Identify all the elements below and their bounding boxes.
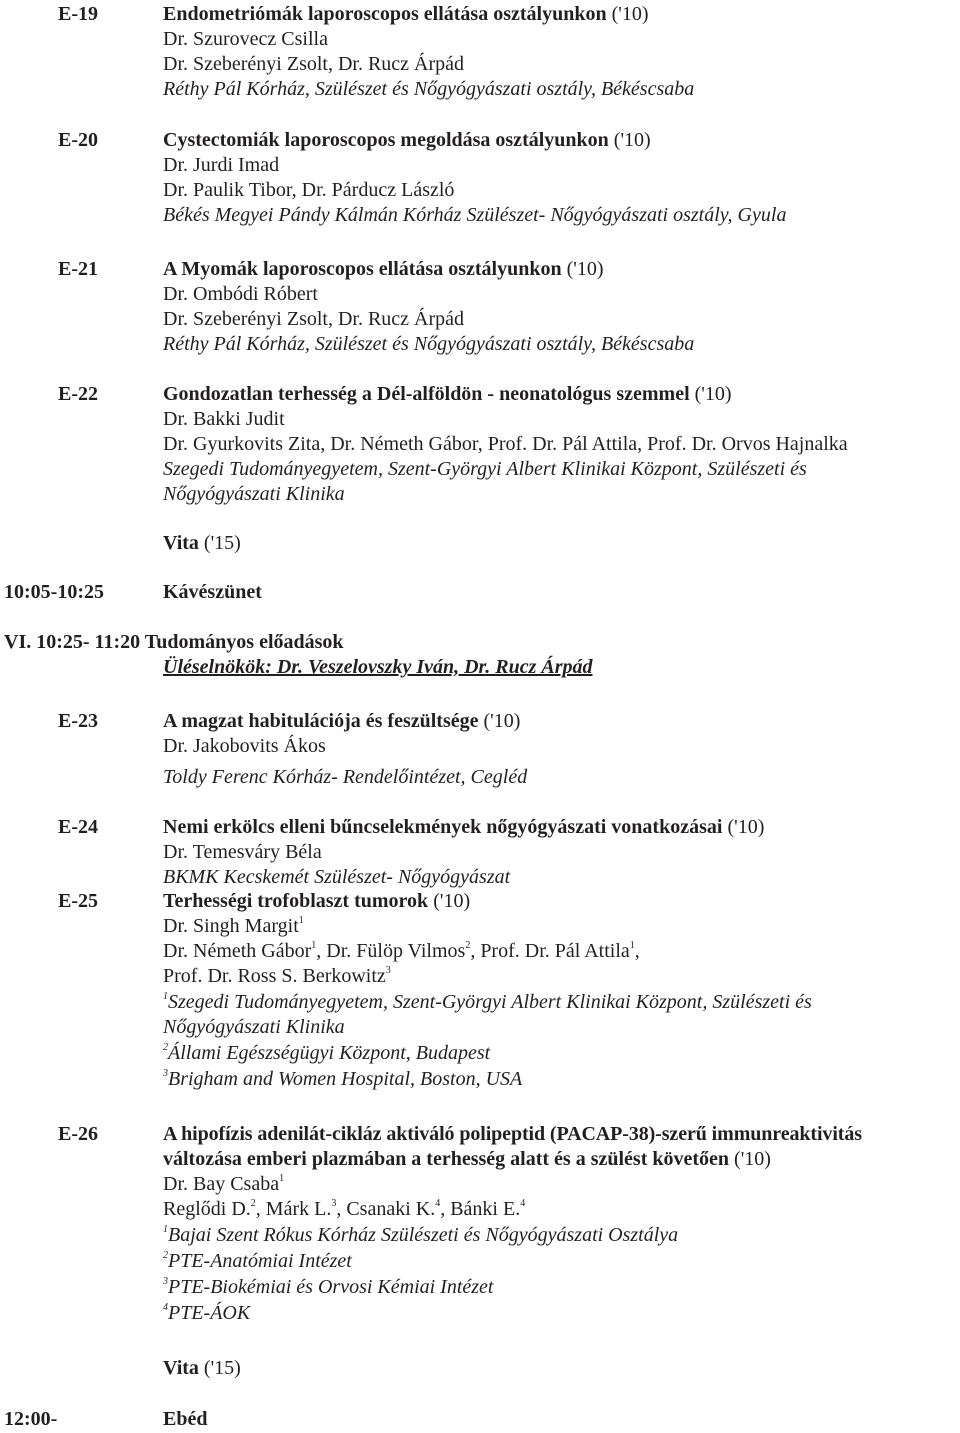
discussion-label: Vita bbox=[163, 532, 199, 554]
affiliation: BKMK Kecskemét Szülészet- Nőgyógyászat bbox=[163, 866, 511, 888]
talk-title: Terhességi trofoblaszt tumorok bbox=[163, 890, 429, 912]
presenter: Dr. Bakki Judit bbox=[163, 408, 285, 430]
program-entry-e22 bbox=[163, 382, 848, 507]
discussion-label: Vita bbox=[163, 1357, 199, 1379]
program-entry-e21 bbox=[163, 257, 694, 357]
affiliation-2: $^2$PTE-Anatómiai Intézet bbox=[163, 1250, 352, 1272]
coauthors: Reglődi D.$^2$, Márk L.$^3$, Csanaki K.$^4$, Bánki E.$^4$ bbox=[163, 1198, 526, 1220]
talk-title: A magzat habitulációja és feszültsége bbox=[163, 710, 479, 732]
session-title-line bbox=[4, 630, 344, 655]
affiliation: Réthy Pál Kórház, Szülészet és Nőgyógyászati osztály, Békéscsaba bbox=[163, 78, 695, 100]
talk-title: Endometriómák laporoscopos ellátása osztályunkon bbox=[163, 3, 607, 25]
talk-duration: ('10) bbox=[428, 890, 471, 912]
affiliation: Réthy Pál Kórház, Szülészet és Nőgyógyászati osztály, Békéscsaba bbox=[163, 333, 695, 355]
entry-code: E-25 bbox=[58, 890, 98, 912]
talk-title-line bbox=[163, 2, 694, 27]
affiliation-1: $^1$Szegedi Tudományegyetem, Szent-Györgyi Albert Klinikai Központ, Szülészeti és bbox=[163, 991, 812, 1013]
talk-title: Cystectomiák laporoscopos megoldása osztályunkon bbox=[163, 129, 609, 151]
talk-title: A Myomák laporoscopos ellátása osztályunkon bbox=[163, 258, 562, 280]
talk-duration: ('10) bbox=[608, 129, 651, 151]
entry-code: E-22 bbox=[58, 383, 98, 405]
program-entry-e23 bbox=[163, 709, 527, 790]
session-header bbox=[4, 630, 344, 655]
presenter: Dr. Temesváry Béla bbox=[163, 841, 322, 863]
presenter: Dr. Singh Margit$^1$ bbox=[163, 915, 304, 937]
entry-code: E-26 bbox=[58, 1123, 98, 1145]
affiliation-3: $^3$Brigham and Women Hospital, Boston, USA bbox=[163, 1068, 523, 1090]
entry-code: E-24 bbox=[58, 816, 98, 838]
talk-duration: ('10) bbox=[722, 816, 765, 838]
discussion-slot bbox=[163, 531, 241, 556]
talk-title-line bbox=[163, 257, 694, 282]
talk-title-continued: változása emberi plazmában a terhesség alatt és a szülést követően bbox=[163, 1148, 730, 1170]
program-entry-e26 bbox=[163, 1122, 862, 1326]
entry-code: E-19 bbox=[58, 3, 98, 25]
discussion-duration: ('15) bbox=[198, 1357, 241, 1379]
talk-title: Nemi erkölcs elleni bűncselekmények nőgyógyászati vonatkozásai bbox=[163, 816, 723, 838]
talk-duration: ('10) bbox=[689, 383, 732, 405]
affiliation: Toldy Ferenc Kórház- Rendelőintézet, Cegléd bbox=[163, 766, 528, 788]
talk-duration: ('10) bbox=[606, 3, 649, 25]
talk-title-line bbox=[163, 815, 764, 840]
break-label: Kávészünet bbox=[163, 581, 262, 603]
program-entry-e19 bbox=[163, 2, 694, 102]
coauthors: Dr. Gyurkovits Zita, Dr. Németh Gábor, Prof. Dr. Pál Attila, Prof. Dr. Orvos Hajnalka bbox=[163, 433, 848, 455]
affiliation: Szegedi Tudományegyetem, Szent-Györgyi Albert Klinikai Központ, Szülészeti és bbox=[163, 458, 807, 480]
affiliation-continued: Nőgyógyászati Klinika bbox=[163, 483, 345, 505]
presenter: Dr. Bay Csaba$^1$ bbox=[163, 1173, 285, 1195]
break-time: 10:05-10:25 bbox=[4, 581, 104, 603]
session-code: VI. 10:25- 11:20 bbox=[4, 631, 141, 653]
presenter: Dr. Szurovecz Csilla bbox=[163, 28, 328, 50]
break-time: 12:00- bbox=[4, 1408, 58, 1430]
talk-title-line bbox=[163, 128, 786, 153]
coauthors-continued: Prof. Dr. Ross S. Berkowitz$^3$ bbox=[163, 965, 391, 987]
presenter: Dr. Ombódi Róbert bbox=[163, 283, 318, 305]
discussion-slot bbox=[163, 1356, 241, 1381]
affiliation-2: $^2$Állami Egészségügyi Központ, Budapest bbox=[163, 1042, 491, 1064]
break-label: Ebéd bbox=[163, 1408, 208, 1430]
talk-title: Gondozatlan terhesség a Dél-alföldön - neonatológus szemmel bbox=[163, 383, 690, 405]
coauthors: Dr. Paulik Tibor, Dr. Párducz László bbox=[163, 179, 455, 201]
session-chairs: Üléselnökök: Dr. Veszelovszky Iván, Dr. Rucz Árpád bbox=[163, 656, 593, 678]
affiliation-4: $^4$PTE-ÁOK bbox=[163, 1302, 251, 1324]
entry-code: E-20 bbox=[58, 129, 98, 151]
program-entry-e24 bbox=[163, 815, 764, 890]
session-title: Tudományos előadások bbox=[140, 631, 344, 653]
talk-duration: ('10) bbox=[478, 710, 521, 732]
talk-duration: ('10) bbox=[729, 1148, 771, 1170]
discussion-duration: ('15) bbox=[198, 532, 241, 554]
talk-title-line bbox=[163, 709, 527, 734]
talk-duration: ('10) bbox=[561, 258, 604, 280]
affiliation-1-continued: Nőgyógyászati Klinika bbox=[163, 1016, 345, 1038]
talk-title-line bbox=[163, 1147, 862, 1172]
talk-title-line bbox=[163, 382, 848, 407]
affiliation-3: $^3$PTE-Biokémiai és Orvosi Kémiai Intézet bbox=[163, 1276, 494, 1298]
presenter: Dr. Jurdi Imad bbox=[163, 154, 280, 176]
talk-title: A hipofízis adenilát-cikláz aktiváló polipeptid (PACAP-38)-szerű immunreaktivitás bbox=[163, 1123, 862, 1145]
coauthors: Dr. Németh Gábor$^1$, Dr. Fülöp Vilmos$^2$, Prof. Dr. Pál Attila$^1$, bbox=[163, 940, 640, 962]
talk-title-line bbox=[163, 889, 812, 914]
entry-code: E-23 bbox=[58, 710, 98, 732]
coauthors: Dr. Szeberényi Zsolt, Dr. Rucz Árpád bbox=[163, 308, 465, 330]
affiliation-1: $^1$Bajai Szent Rókus Kórház Szülészeti és Nőgyógyászati Osztálya bbox=[163, 1224, 679, 1246]
presenter: Dr. Jakobovits Ákos bbox=[163, 735, 326, 757]
entry-code: E-21 bbox=[58, 258, 98, 280]
program-entry-e25 bbox=[163, 889, 812, 1092]
program-entry-e20 bbox=[163, 128, 786, 228]
coauthors: Dr. Szeberényi Zsolt, Dr. Rucz Árpád bbox=[163, 53, 465, 75]
affiliation: Békés Megyei Pándy Kálmán Kórház Szülészet- Nőgyógyászati osztály, Gyula bbox=[163, 204, 787, 226]
